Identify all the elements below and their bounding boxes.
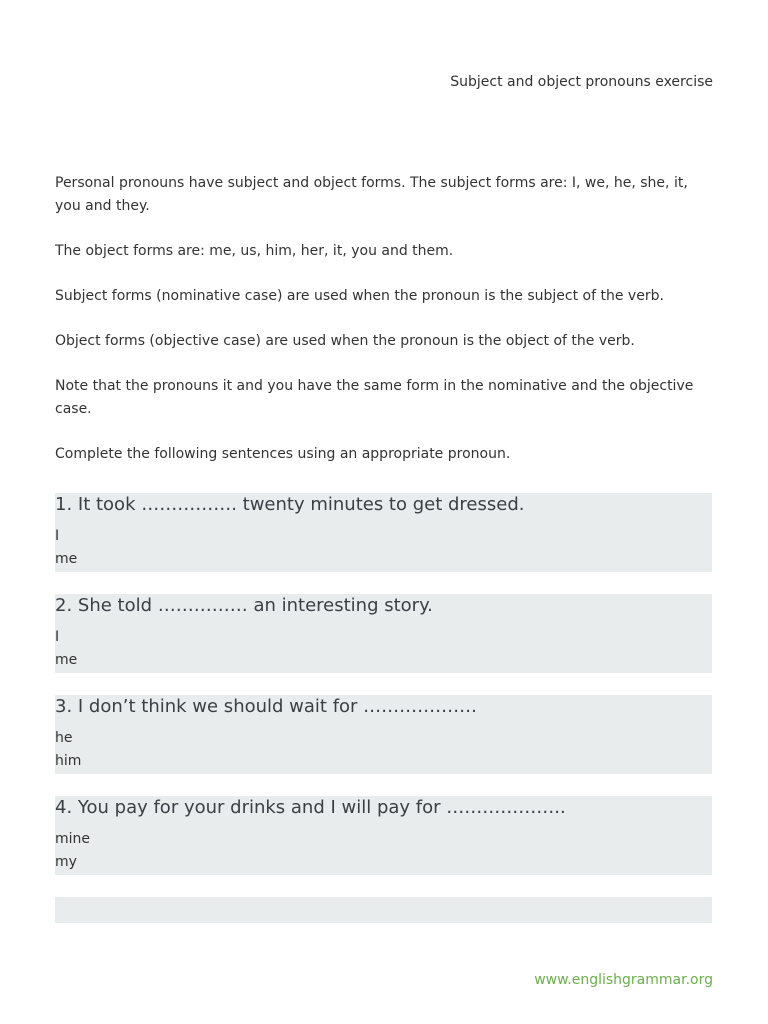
intro-paragraph: The object forms are: me, us, him, her, it, you and them.: [55, 243, 454, 259]
empty-question-block: [55, 897, 712, 923]
answer-options: [55, 626, 712, 672]
answer-option[interactable]: me: [55, 551, 78, 567]
intro-paragraph: Object forms (objective case) are used when the pronoun is the object of the verb.: [55, 333, 635, 349]
question-text: 1. It took ……………. twenty minutes to get dressed.: [55, 494, 525, 515]
question-text: 2. She told …………… an interesting story.: [55, 595, 433, 616]
question-list: [55, 493, 712, 923]
question-block-1: [55, 493, 712, 572]
answer-option[interactable]: he: [55, 730, 73, 746]
question-text: 4. You pay for your drinks and I will pay for ………………..: [55, 797, 566, 818]
answer-options: [55, 727, 712, 773]
intro-paragraph: Note that the pronouns it and you have the same form in the nominative and the objective case.: [55, 378, 694, 417]
footer-website-link[interactable]: www.englishgrammar.org: [534, 972, 713, 988]
question-block-4: [55, 796, 712, 875]
answer-options: [55, 828, 712, 874]
answer-options: [55, 525, 712, 571]
answer-option[interactable]: I: [55, 629, 60, 645]
intro-paragraph: Personal pronouns have subject and object forms. The subject forms are: I, we, he, she, it, you and they.: [55, 175, 688, 214]
question-text: 3. I don’t think we should wait for ……………….: [55, 696, 477, 717]
answer-option[interactable]: mine: [55, 831, 91, 847]
answer-option[interactable]: him: [55, 753, 82, 769]
answer-option[interactable]: my: [55, 854, 77, 870]
question-block-3: [55, 695, 712, 774]
answer-option[interactable]: me: [55, 652, 78, 668]
intro-paragraph: Complete the following sentences using an appropriate pronoun.: [55, 446, 511, 462]
intro-section: [55, 172, 705, 488]
page-title: Subject and object pronouns exercise: [450, 74, 713, 90]
answer-option[interactable]: I: [55, 528, 60, 544]
intro-paragraph: Subject forms (nominative case) are used when the pronoun is the subject of the verb.: [55, 288, 664, 304]
question-block-2: [55, 594, 712, 673]
